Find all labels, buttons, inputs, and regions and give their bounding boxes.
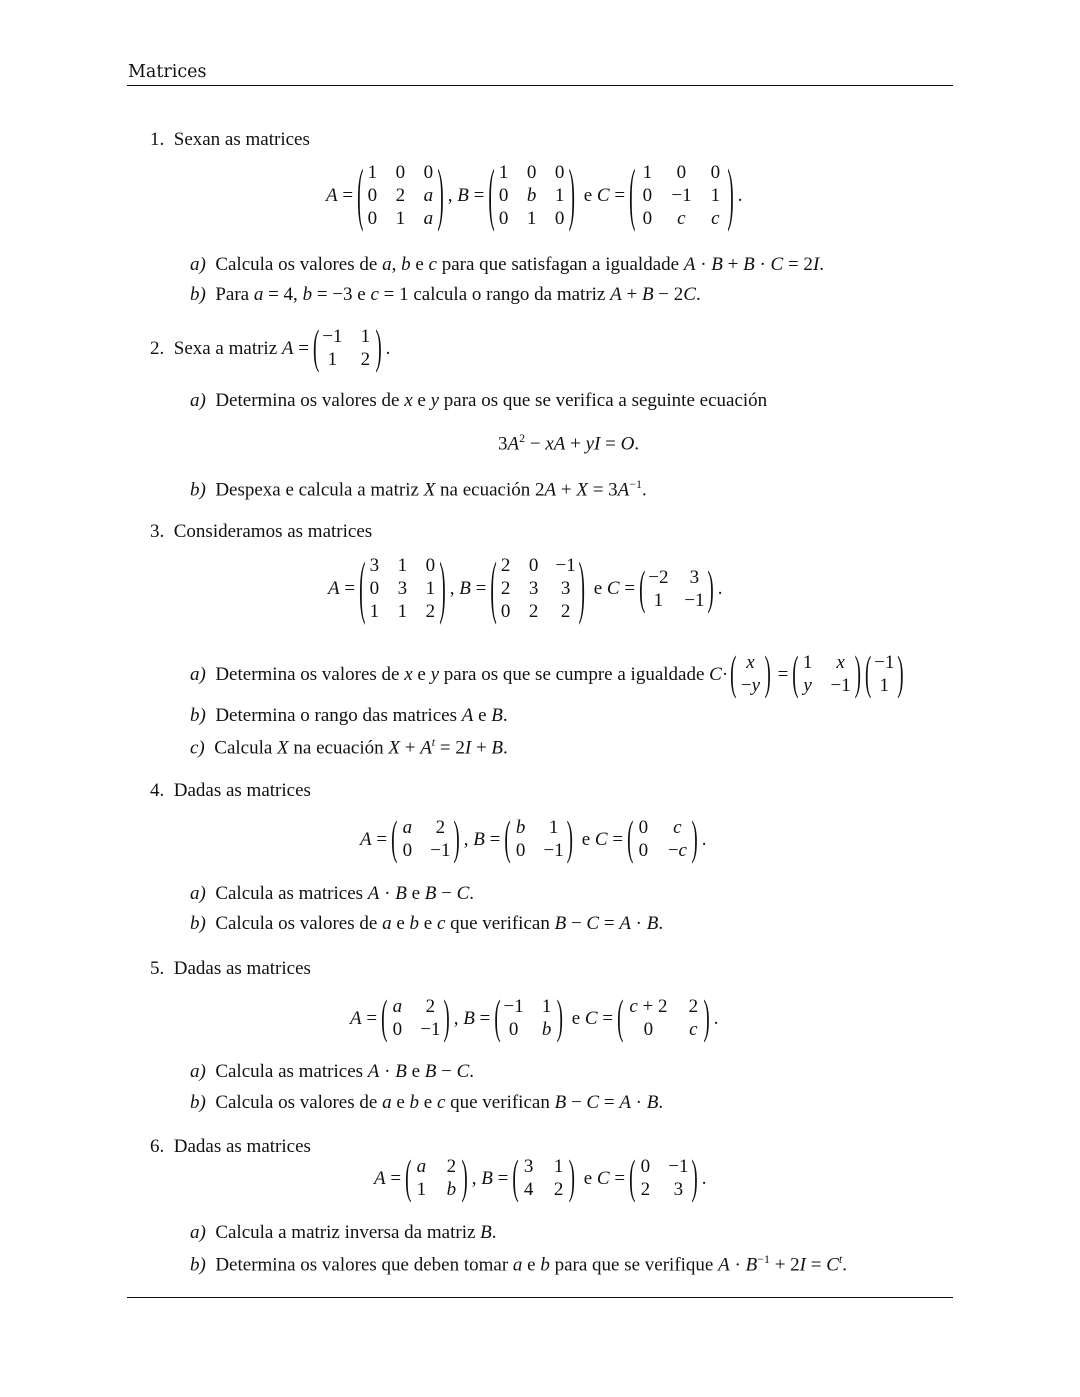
problem-1-intro: 1. Sexan as matrices (150, 129, 310, 150)
header-rule (127, 85, 953, 86)
problem-3-intro: 3. Consideramos as matrices (150, 521, 373, 542)
problem-2-item-b: b) Despexa e calcula a matriz X na ecuación $2A + X = 3A^{-1}$. (190, 477, 647, 501)
problem-6-intro: 6. Dadas as matrices (150, 1136, 311, 1157)
page-header: Matrices (128, 62, 207, 82)
problem-3-matrices: A = ( 3 1 0 0 3 1 1 1 2 ) , B = ( 2 0 −1 2 3 3 0 2 2 ) e C = ( −2 3 1 −1 ) . (328, 550, 723, 628)
problem-4-intro: 4. Dadas as matrices (150, 780, 311, 801)
problem-5-intro: 5. Dadas as matrices (150, 958, 311, 979)
problem-2-intro: 2. Sexa a matriz A = ( −1 1 1 2 ) . (150, 322, 391, 375)
problem-5-matrices: A = ( a 2 0 −1 ) , B = ( −1 1 0 b ) e C = ( c + 2 2 0 c ) . (350, 992, 719, 1045)
problem-2-item-a: a) Determina os valores de x e y para os que se verifica a seguinte ecuación (190, 390, 768, 411)
problem-1-matrices: A = ( 1 0 0 0 2 a 0 1 a ) , B = ( 1 0 0 0 b 1 0 1 0 ) e C = ( 1 0 0 0 −1 1 0 c c ) . (326, 157, 743, 235)
problem-6-matrices: A = ( a 2 1 b ) , B = ( 3 1 4 2 ) e C = ( 0 −1 2 3 ) . (374, 1152, 707, 1205)
problem-5-item-a: a) Calcula as matrices A · B e B − C. (190, 1061, 475, 1082)
problem-6-item-a: a) Calcula a matriz inversa da matriz B. (190, 1222, 497, 1243)
problem-4-matrices: A = ( a 2 0 −1 ) , B = ( b 1 0 −1 ) e C = ( 0 c 0 −c ) . (360, 813, 707, 866)
problem-1-item-b: b) Para a = 4, b = −3 e c = 1 calcula o rango da matriz A + B − 2C. (190, 284, 701, 305)
problem-3-item-a: a) Determina os valores de x e y para os que se cumpre a igualdade C · ( x −y ) = ( 1 x y −1 ) ( −1 1 ) (190, 648, 904, 701)
footer-rule (127, 1297, 953, 1298)
problem-6-item-b: b) Determina os valores que deben tomar a e b para que se verifique $A \cdot B^{-1} + 2I = C^t$. (190, 1252, 847, 1276)
problem-1-item-a: a) Calcula os valores de a, b e c para que satisfagan a igualdade A · B + B · C = 2I. (190, 254, 825, 275)
problem-5-item-b: b) Calcula os valores de a e b e c que verifican B − C = A · B. (190, 1092, 664, 1113)
problem-2-center-equation: $3A^2$ − xA + yI = O. (498, 431, 640, 455)
problem-4-item-b: b) Calcula os valores de a e b e c que verifican B − C = A · B. (190, 913, 664, 934)
problem-3-item-c: c) Calcula X na ecuación $X + A^t = 2I + B$. (190, 735, 508, 759)
problem-3-item-b: b) Determina o rango das matrices A e B. (190, 705, 508, 726)
problem-4-item-a: a) Calcula as matrices A · B e B − C. (190, 883, 475, 904)
